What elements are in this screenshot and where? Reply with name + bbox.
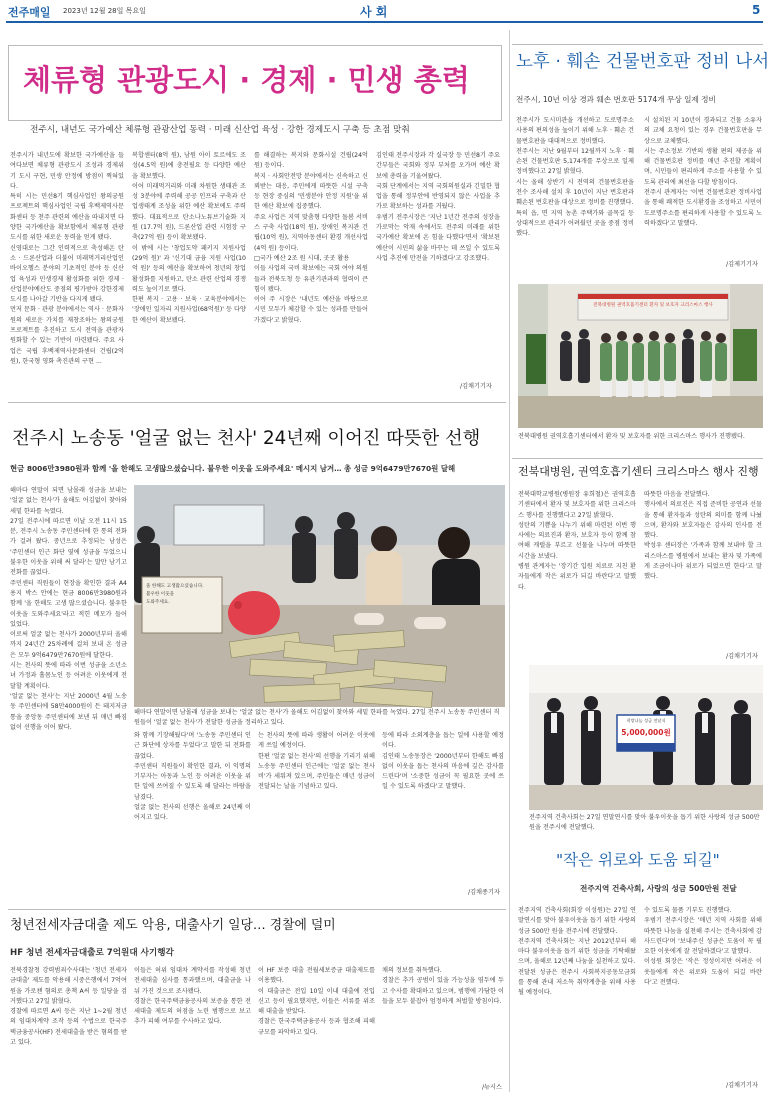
article2-top-rule: [512, 44, 763, 45]
article3-col4: 등에 따라 소외계층을 돕는 일에 사용할 예정이다. 김인태 노송동장은 '2000년부터 한해도 빠짐없이 이웃을 돕는 천사의 마음에 깊은 감사를 드린다'며 '소중한 성금이 꼭 필요한 곳에 쓰일 수 있도록 하겠다'고 말했다.: [382, 732, 504, 791]
article1-byline: /김채기기자: [460, 383, 492, 390]
masthead-rule: [6, 21, 763, 23]
donation-ceremony-photo: [529, 665, 763, 810]
article2-col2: 시 설치된 지 10년이 경과되고 건물 소유자의 교체 요청이 있는 경우 건물번호판을 무상으로 교체했다. 시는 주소정보 기반의 생활 편의 제공을 위해 건물번호판 정비를 매년 추진할 계획이며, 시민들이 편리하게 주소를 사용할 수 있도록 관리에 최선을 다할 방침이다. 전주시 관계자는 '이번 건물번호판 정비사업을 통해 쾌적한 도시환경을 조성하고 시민이 도로명주소를 편리하게 사용할 수 있도록 노력하겠다'고 말했다.: [644, 117, 762, 227]
article4-col1: 전북대학교병원(병원장 유희철)은 권역호흡기센터에서 환자 및 보호자를 위한 크리스마스 행사를 진행했다고 27일 밝혔다. 성탄의 기쁨을 나누기 위해 마련된 이번 행사에는 의료진과 환자, 보호자 등이 함께 참여해 캐럴을 부르고 선물을 나누며 따뜻한 시간을 보냈다. 병원 관계자는 '장기간 입원 치료로 지친 환자들에게 작은 위로가 되길 바란다'고 말했다.: [518, 491, 636, 591]
article6-col3: 이 HF 보증 대출 전월세보증금 대출제도를 이용했다. 이 대출금은 전입 10일 이내 대출에 전입 신고 등이 필요했지만, 이들은 서류를 위조해 대출을 받았다. 경찰은 한국주택금융공사 등과 협조해 피해 규모를 파악하고 있다.: [258, 967, 375, 1036]
hospital-event-banner: 전북대병원 권역호흡기센터 환자 및 보호자 크리스마스 행사: [593, 303, 713, 308]
page-number: 5: [752, 3, 761, 17]
article6-subhead: HF 청년 전세자금대출로 7억원대 사기행각: [10, 948, 174, 958]
article4-top-rule: [512, 458, 763, 459]
article3-subhead: 현금 8006만3980원과 함께 '올 한해도 고생많으셨습니다. 불우한 이웃을 도와주세요' 메시지 남겨… 총 성금 9억6479만7670원 달해: [10, 464, 456, 473]
article5-headline: "작은 위로와 도움 되길": [556, 851, 720, 869]
article4-headline: 전북대병원, 권역호흡기센터 크리스마스 행사 진행: [518, 465, 759, 478]
article3-col1: 해마다 연말이 되면 남몰래 성금을 보내는 '얼굴 없는 천사'가 올해도 어김없이 찾아와 세밑 한파를 녹였다. 27일 전주시에 따르면 이날 오전 11시 15분, 전주시 노송동 주민센터에 한 통의 전화가 걸려 왔다. 중년으로 추정되는 남성은 '주민센터 인근 화단 옆에 성금을 두었으니 불우한 이웃을 위해 써 달라'는 말만 남기고 전화를 끊었다. 주민센터 직원들이 현장을 확인한 결과 A4용지 박스 안에는 현금 8006만3980원과 함께 '올 한해도 고생 많으셨습니다. 불우한 이웃을 도와주세요'라고 적힌 메모가 들어 있었다. 이로써 얼굴 없는 천사가 2000년부터 올해까지 24년간 25차례에 걸쳐 보내 온 성금은 모두 9억6479만7670원에 달한다. 시는 천사의 뜻에 따라 이번 성금을 소년소녀 가정과 홀몸노인 등 어려운 이웃에게 전달할 계획이다. '얼굴 없는 천사'는 지난 2000년 4월 노송동 주민센터에 58만4000원이 든 돼지저금통을 중앙동 주민센터에 보낸 뒤 매년 빠짐없이 선행을 이어 왔다.: [10, 487, 127, 731]
article1-col4: 김인태 전주시장과 각 실국장 등 민선8기 주요 간부들은 국회와 정부 부처를 오가며 예산 확보에 총력을 기울여왔다. 국회 단계에서는 지역 국회의원실과 긴밀한 협업을 통해 정부안에 반영되지 않은 사업을 추가로 확보하는 성과를 거뒀다. 우범기 전주시장은 '지난 1년간 전주의 성장을 가로막는 악재 속에서도 전주의 미래를 위한 국가예산 확보에 온 힘을 다했다'면서 '확보된 예산이 시민의 삶을 바꾸는 데 쓰일 수 있도록 사업 추진에 만전을 기하겠다'고 강조했다.: [376, 152, 500, 262]
hospital-event-photo: [518, 284, 763, 428]
angel-donation-photo: [134, 485, 505, 707]
donation-amount: 5,000,000원: [621, 728, 671, 737]
article5-byline: /김채기기자: [726, 1082, 758, 1089]
headline-box: [8, 45, 502, 121]
article5-col2: 수 있도록 물품 기부도 진행했다. 우범기 전주시장은 '매년 지역 사회를 위해 따뜻한 나눔을 실천해 주시는 건축사회에 감사드린다'며 '보내주신 성금은 도움이 꼭 필요한 이웃에게 잘 전달하겠다'고 말했다. 이성원 회장은 '작은 정성이지만 어려운 이웃들에게 작은 위로와 도움이 되길 바란다'고 전했다.: [644, 907, 762, 987]
article2-subhead: 전주시, 10년 이상 경과 훼손 번호판 5174개 무상 일제 정비: [516, 95, 716, 104]
article6-col1: 전북경찰청 강력범죄수사대는 '청년 전세자금대출' 제도를 악용해 시중은행에서 7억여 원을 가로챈 혐의로 총책 A씨 등 일당을 검거했다고 27일 밝혔다. 경찰에 따르면 A씨 등은 지난 1~2월 청년의 임대차계약 조작 등의 수법으로 한국주택금융공사(HF) 전세대출을 받은 혐의를 받고 있다.: [10, 967, 127, 1047]
article2-col1: 전주시가 도시미관을 개선하고 도로명주소 사용의 편의성을 높이기 위해 노후 · 훼손 건물번호판을 대대적으로 정비했다. 전주시는 지난 9월부터 12월까지 노후 · 훼손된 건물번호판 5,174개를 무상으로 일제 정비했다고 27일 밝혔다. 시는 올해 상반기 시 전역의 건물번호판을 전수 조사해 설치 후 10년이 지난 번호판과 훼손된 번호판을 대상으로 정비를 진행했다. 특히 읍, 면 지역 농촌 주택가와 골목길 등 상대적으로 관리가 어려웠던 곳을 중점 정비했다.: [516, 117, 634, 238]
article1-col2: 복합센터(8억 원), 남원 아이 토르에도 조성(4.5억 원)에 충전필요 등 다양한 예산을 확보했다. 이어 미래먹거리와 미래 차원한 생태관 조성 3분야에 주력해 공공 인프라 구축과 산업생태계 조성을 위한 예산 확보에도 주력했다. 대표적으로 탄소나노튜브기술화 지원 (17.7억 원), 드론산업 관련 시험장 구축(27억 원) 등이 확보됐다. 이 밖에 시는 '창업도약 패키지 지원사업 (29억 원)' 과 '신기대 금융 지원 사업(10억 원)' 등의 예산을 확보하여 청년의 창업 활성화를 지원하고, 탄소 관련 산업의 경쟁력도 높이기로 했다. 한편 복지 · 고용 · 보육 · 교육분야에서는 '장애인 일자리 지원사업(68억원)' 등 다양한 예산이 확보됐다.: [132, 152, 246, 324]
article4-byline: /김채기기자: [726, 653, 758, 660]
article1-col1: 전주시가 내년도에 확보한 국가예산을 들여다보면 체류형 관광도시 조성과 경제위기 도시 구현, 민생 안정에 방점이 찍혀있다. 특히 시는 민선8기 핵심사업인 왕의궁원 프로젝트의 핵심사업인 국립 후백제역사문화센터 등 천주 관련의 예산을 따내지면 다양한 국가예산을 확보함에서 체류형 관광도시를 위한 새로운 동력을 얻게 됐다. 신영대로는 그간 인력적으로 축성해온 탄소 · 드론산업과 더불어 미래먹거리산업인 바이오헬스 분야의 기초적인 분야 등 신산업 육성과 민생경제 활성화를 위한 경제 · 산업분야예산도 중점의 평가받아 강한경제도시를 나아갈 기반을 다지게 됐다. 먼저 문화 · 관광 분야에서는 역사 · 문화자원의 새로운 가치를 재창조하는 왕의궁원 프로젝트를 추진하고 도시 전역을 관광자원화할 수 있는 기반이 마련됐다. 주요 사업은 국립 후백제역사문화센터 건립(2억 원), 한국형 영화 촉진관의 구현 ...: [10, 152, 124, 365]
article6-headline: 청년전세자금대출 제도 악용, 대출사기 일당… 경찰에 덜미: [10, 918, 336, 933]
donation-photo-caption: 전주지역 건축사회는 27일 연말연시를 맞아 불우이웃을 돕기 위한 사랑의 성금 500만 원을 전주시에 전달했다.: [529, 814, 760, 831]
section-name: 사 회: [360, 5, 388, 19]
article1-col3: 를 해결하는 복지와 문화시설 건립(24억 원) 등이다. 복지 · 사회안전망 분야에서는 신속하고 신뢰받는 대응, 주민에게 따뜻한 시설 구축 등 현장 중심의 '민생분야 안정 지원'을 위한 예산 확보에 집중했다. 주요 사업은 지역 맞춤형 다양한 돌봄 서비스 구축 사업(18억 원), 장애인 복지관 건립(10억 원), 지역아동센터 환경 개선사업(4억 원) 등이다. □국가 예산 2조 원 시대, 곳곳 활용 이들 사업의 국비 확보에는 국회 여야 의원들과 전북도청 등 유관기관과의 협력이 큰 힘이 됐다. 이어 주 시장은 '내년도 예산을 바탕으로 시민 모두가 체감할 수 있는 성과를 만들어 가겠다'고 밝혔다.: [254, 152, 368, 324]
angel-memo-note: 올 한해도 고생많으셨습니다. 불우한 이웃을 도와주세요.: [146, 584, 204, 605]
donation-banner: 희망나눔 성금 전달식: [626, 718, 666, 723]
article3-top-rule: [8, 402, 506, 403]
right-column-divider: [509, 30, 510, 1092]
article2-byline: /김제기기자: [726, 261, 758, 268]
hospital-photo-caption: 전북대병원 권역호흡기센터에서 환자 및 보호자를 위한 크리스마스 행사가 진행됐다.: [518, 433, 745, 440]
article6-col2: 이들은 허위 임대차 계약서를 작성해 청년 전세대출 심사를 통과했으며, 대출금을 나눠 가진 것으로 조사됐다. 경찰은 한국주택금융공사의 보증을 통한 전세대출 제도의 허점을 노린 범행으로 보고 추가 피해 여부를 수사하고 있다.: [134, 967, 251, 1026]
article6-byline: /뉴시스: [482, 1084, 503, 1091]
article1-headline: 체류형 관광도시 · 경제 · 민생 총력: [23, 63, 470, 97]
article1-subhead: 전주시, 내년도 국가예산 체류형 관광산업 동력 · 미래 신산업 육성 · 강한 경제도시 구축 등 초점 맞춰: [30, 125, 410, 135]
article5-subhead: 전주지역 건축사회, 사랑의 성금 500만원 전달: [580, 884, 737, 893]
article3-col2: 와 함께 기장해뒀다'며 '노송동 주민센터 인근 화단에 상자를 두었다'고 말한 뒤 전화를 끊었다. 주민센터 직원들이 확인한 결과, 이 익명의 기부자는 아동과 노인 등 어려운 이웃을 위한 일에 쓰여질 수 있도록 해 달라는 바람을 남겼다. 얼굴 없는 천사의 선행은 올해로 24년째 이어지고 있다.: [134, 732, 251, 822]
issue-date: 2023년 12월 28일 목요일: [63, 7, 146, 15]
article3-byline: /김채종기자: [468, 889, 500, 896]
article3-col3: 는 천사의 뜻에 따라 생활이 어려운 이웃에게 쓰일 예정이다. 한편 '얼굴 없는 천사'의 선행을 기리기 위해 노송동 주민센터 인근에는 '얼굴 없는 천사비'가 세워져 있으며, 주민들은 매년 성금이 전달되는 날을 기념하고 있다.: [258, 732, 375, 791]
article4-col2: 따뜻한 마음을 전달했다. 행사에서 의료진은 직접 준비한 공연과 선물을 통해 환자들과 성탄의 의미를 함께 나눴으며, 환자와 보호자들은 감사의 인사를 전했다. 박성우 센터장은 '가족과 함께 보내야 할 크리스마스를 병원에서 보내는 환자 및 가족에게 조금이나마 위로가 되었으면 한다'고 말했다.: [644, 491, 762, 581]
paper-name: 전주매일: [8, 6, 51, 19]
article5-col1: 전주지역 건축사회(회장 이성원)는 27일 연말연시를 맞아 불우이웃을 돕기 위한 사랑의 성금 500만 원을 전주시에 전달했다. 전주지역 건축사회는 지난 2012년부터 해마다 불우이웃을 돕기 위한 성금을 기탁해왔으며, 올해로 12년째 나눔을 실천하고 있다. 전달된 성금은 전주시 사회복지공동모금회를 통해 관내 저소득 취약계층을 위해 사용될 예정이다.: [518, 907, 636, 997]
article6-col4: 채의 정보를 취득했다. 경찰은 추가 공범이 있을 가능성을 염두에 두고 수사를 확대하고 있으며, 범행에 가담한 이들을 모두 붙잡아 엄정하게 처벌할 방침이다.: [382, 967, 504, 1005]
article6-top-rule: [8, 909, 506, 910]
article2-headline: 노후 · 훼손 건물번호판 정비 나서: [516, 52, 769, 72]
article3-headline: 전주시 노송동 '얼굴 없는 천사' 24년째 이어진 따뜻한 선행: [12, 428, 481, 449]
angel-photo-caption: 해마다 연말이면 남몰래 성금을 보내는 '얼굴 없는 천사'가 올해도 어김없이 찾아와 세밑 한파를 녹였다. 27일 전주시 노송동 주민센터 직원들이 '얼굴 없는 천사'가 전달한 성금을 정리하고 있다.: [134, 709, 500, 726]
